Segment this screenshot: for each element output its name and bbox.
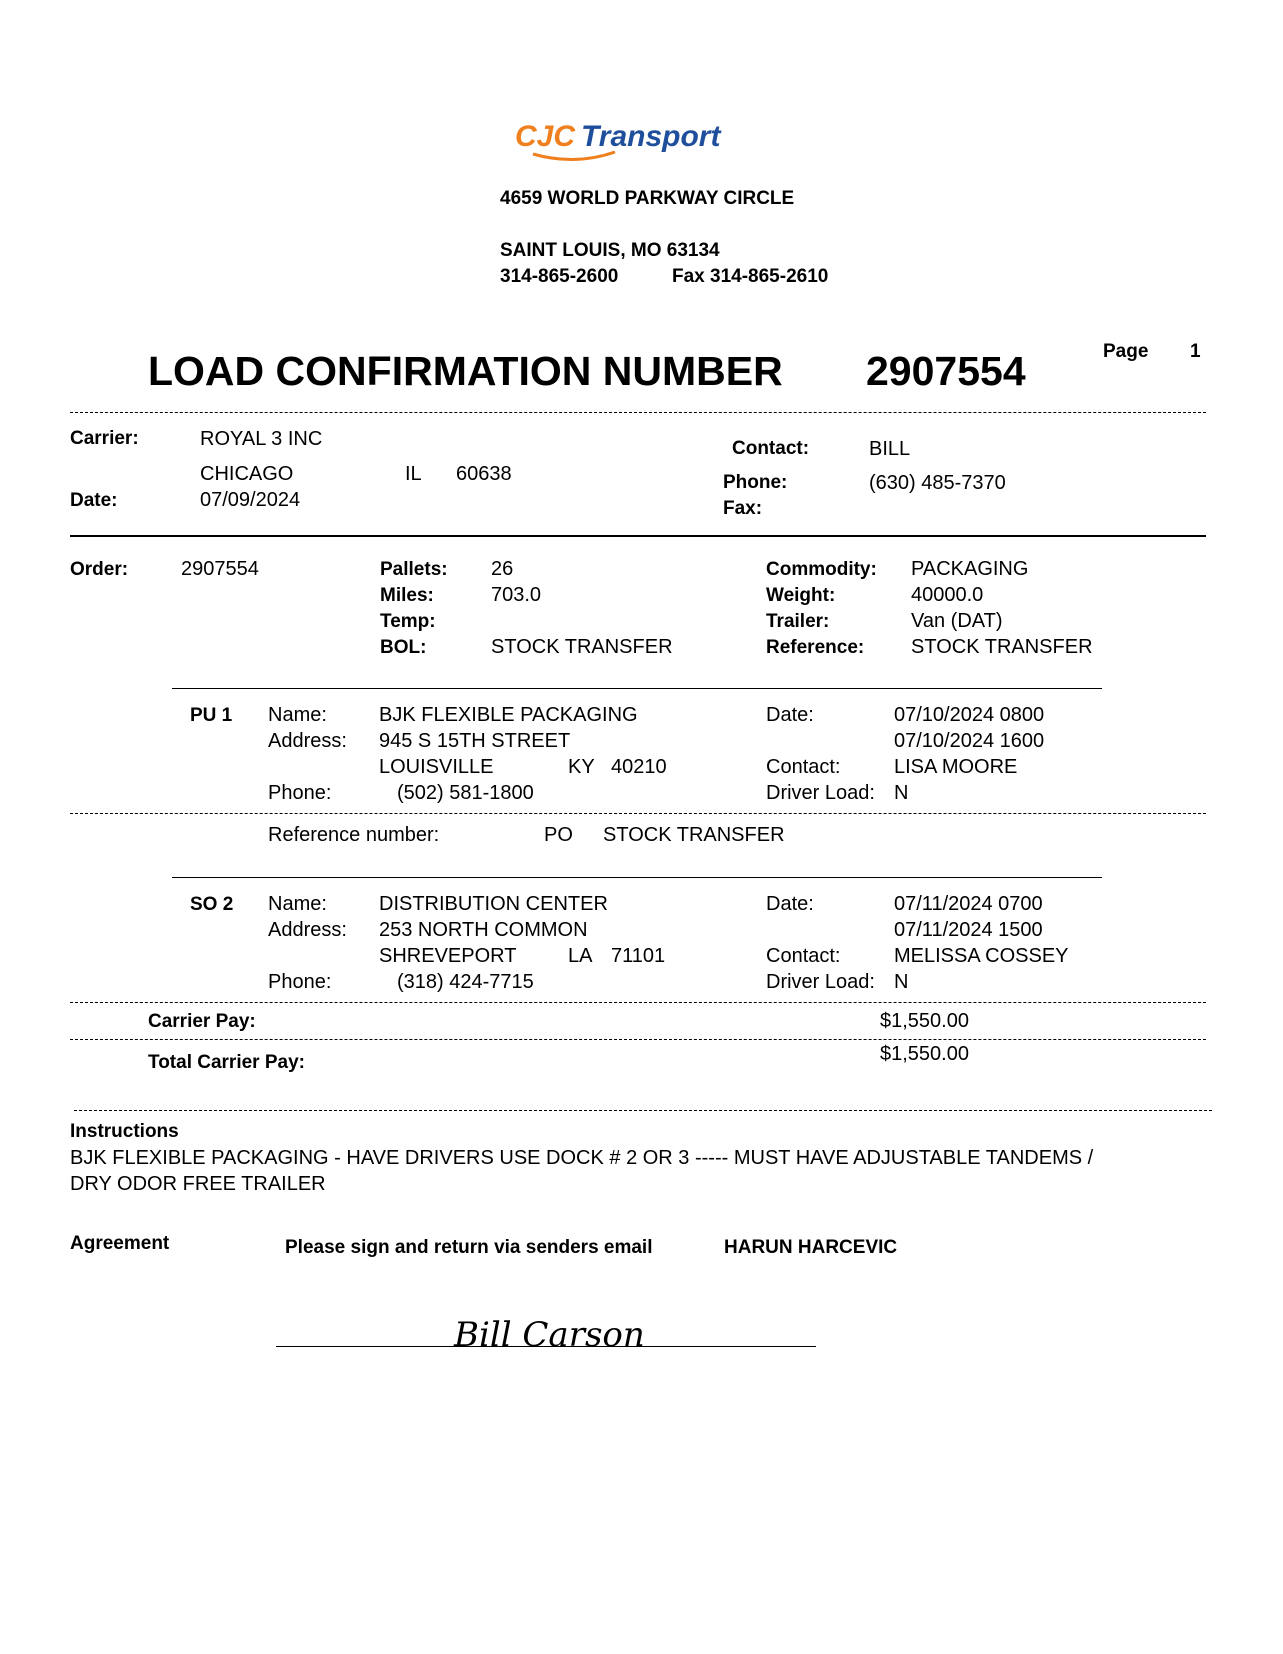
contact-label: Contact: [732,438,810,459]
agreement-text: Please sign and return via senders email [285,1237,653,1258]
carrier-label: Carrier: [70,428,139,449]
carrier-name: ROYAL 3 INC [200,428,323,450]
divider-thick [70,535,1206,537]
reference-value: STOCK TRANSFER [911,636,1093,658]
stop-contact: MELISSA COSSEY [894,945,1069,967]
commodity-value: PACKAGING [911,558,1029,580]
signature-text: Bill Carson [454,1315,645,1355]
stop-date-label: Date: [766,893,814,915]
reference-label: Reference: [766,637,865,658]
stop-driver-load-label: Driver Load: [766,971,875,993]
stop-phone-label: Phone: [268,971,332,993]
stop-date-end: 07/10/2024 1600 [894,730,1045,752]
instructions-label: Instructions [70,1121,179,1142]
stop-city: LOUISVILLE [379,756,494,778]
divider [172,877,1102,878]
temp-label: Temp: [380,611,436,632]
weight-value: 40000.0 [911,584,984,606]
stop-phone: (502) 581-1800 [397,782,534,804]
company-fax: Fax 314-865-2610 [672,266,829,287]
page-number: 1 [1190,341,1201,362]
stop-phone: (318) 424-7715 [397,971,534,993]
order-number: 2907554 [181,558,259,580]
agreement-label: Agreement [70,1233,170,1254]
stop-state: KY [568,756,595,778]
total-carrier-pay-label: Total Carrier Pay: [148,1052,305,1073]
stop-contact-label: Contact: [766,945,841,967]
divider [70,1039,1206,1040]
divider [172,688,1102,689]
stop-tag: SO 2 [190,894,234,915]
carrier-city: CHICAGO [200,463,294,485]
company-address-line2: SAINT LOUIS, MO 63134 [500,240,720,261]
bol-label: BOL: [380,637,427,658]
bol-value: STOCK TRANSFER [491,636,673,658]
stop-contact: LISA MOORE [894,756,1018,778]
carrier-state: IL [405,463,422,485]
stop-address: 253 NORTH COMMON [379,919,588,941]
carrier-pay-amount: $1,550.00 [880,1010,969,1032]
document-title: LOAD CONFIRMATION NUMBER [148,348,783,394]
instructions-line1: BJK FLEXIBLE PACKAGING - HAVE DRIVERS USE DOCK # 2 OR 3 ----- MUST HAVE ADJUSTABLE TANDEMS / [70,1147,1094,1169]
carrier-phone: (630) 485-7370 [869,472,1006,494]
stop-address-label: Address: [268,730,347,752]
carrier-pay-label: Carrier Pay: [148,1011,256,1032]
logo-text-transport: Transport [581,120,721,153]
stop-state: LA [568,945,593,967]
stop-name-label: Name: [268,704,327,726]
stop-zip: 40210 [611,756,667,778]
stop-driver-load: N [894,971,909,993]
carrier-contact: BILL [869,438,911,460]
stop-tag: PU 1 [190,705,233,726]
total-carrier-pay-amount: $1,550.00 [880,1043,969,1065]
logo-text-cjc: CJC [515,120,576,153]
stop-date-start: 07/11/2024 0700 [894,893,1043,915]
reference-type: PO [544,824,573,846]
carrier-date: 07/09/2024 [200,489,301,511]
divider [74,1110,1212,1111]
stop-city: SHREVEPORT [379,945,517,967]
instructions-line2: DRY ODOR FREE TRAILER [70,1173,326,1195]
signature [440,1302,670,1360]
company-logo [515,118,815,168]
agreement-agent: HARUN HARCEVIC [724,1237,898,1258]
stop-name-label: Name: [268,893,327,915]
company-phone: 314-865-2600 [500,266,619,287]
page-label: Page [1103,341,1149,362]
stop-zip: 71101 [611,945,666,967]
divider [70,1002,1206,1003]
stop-date-label: Date: [766,704,814,726]
signature-line [276,1346,816,1347]
stop-driver-load-label: Driver Load: [766,782,875,804]
pallets-label: Pallets: [380,559,448,580]
reference-number-label: Reference number: [268,824,440,846]
stop-name: DISTRIBUTION CENTER [379,893,608,915]
stop-name: BJK FLEXIBLE PACKAGING [379,704,638,726]
phone-label: Phone: [723,472,788,493]
stop-phone-label: Phone: [268,782,332,804]
stop-date-start: 07/10/2024 0800 [894,704,1045,726]
company-address-line1: 4659 WORLD PARKWAY CIRCLE [500,188,795,209]
commodity-label: Commodity: [766,559,877,580]
fax-label: Fax: [723,498,763,519]
trailer-label: Trailer: [766,611,830,632]
carrier-zip: 60638 [456,463,512,485]
reference-number-value: STOCK TRANSFER [603,824,785,846]
pallets-value: 26 [491,558,514,580]
trailer-value: Van (DAT) [911,610,1003,632]
stop-address-label: Address: [268,919,347,941]
weight-label: Weight: [766,585,836,606]
date-label: Date: [70,490,118,511]
stop-driver-load: N [894,782,909,804]
stop-address: 945 S 15TH STREET [379,730,571,752]
load-number: 2907554 [866,348,1026,394]
miles-label: Miles: [380,585,434,606]
stop-contact-label: Contact: [766,756,841,778]
order-label: Order: [70,559,129,580]
stop-date-end: 07/11/2024 1500 [894,919,1043,941]
divider [70,813,1206,814]
miles-value: 703.0 [491,584,542,606]
divider [70,412,1206,413]
